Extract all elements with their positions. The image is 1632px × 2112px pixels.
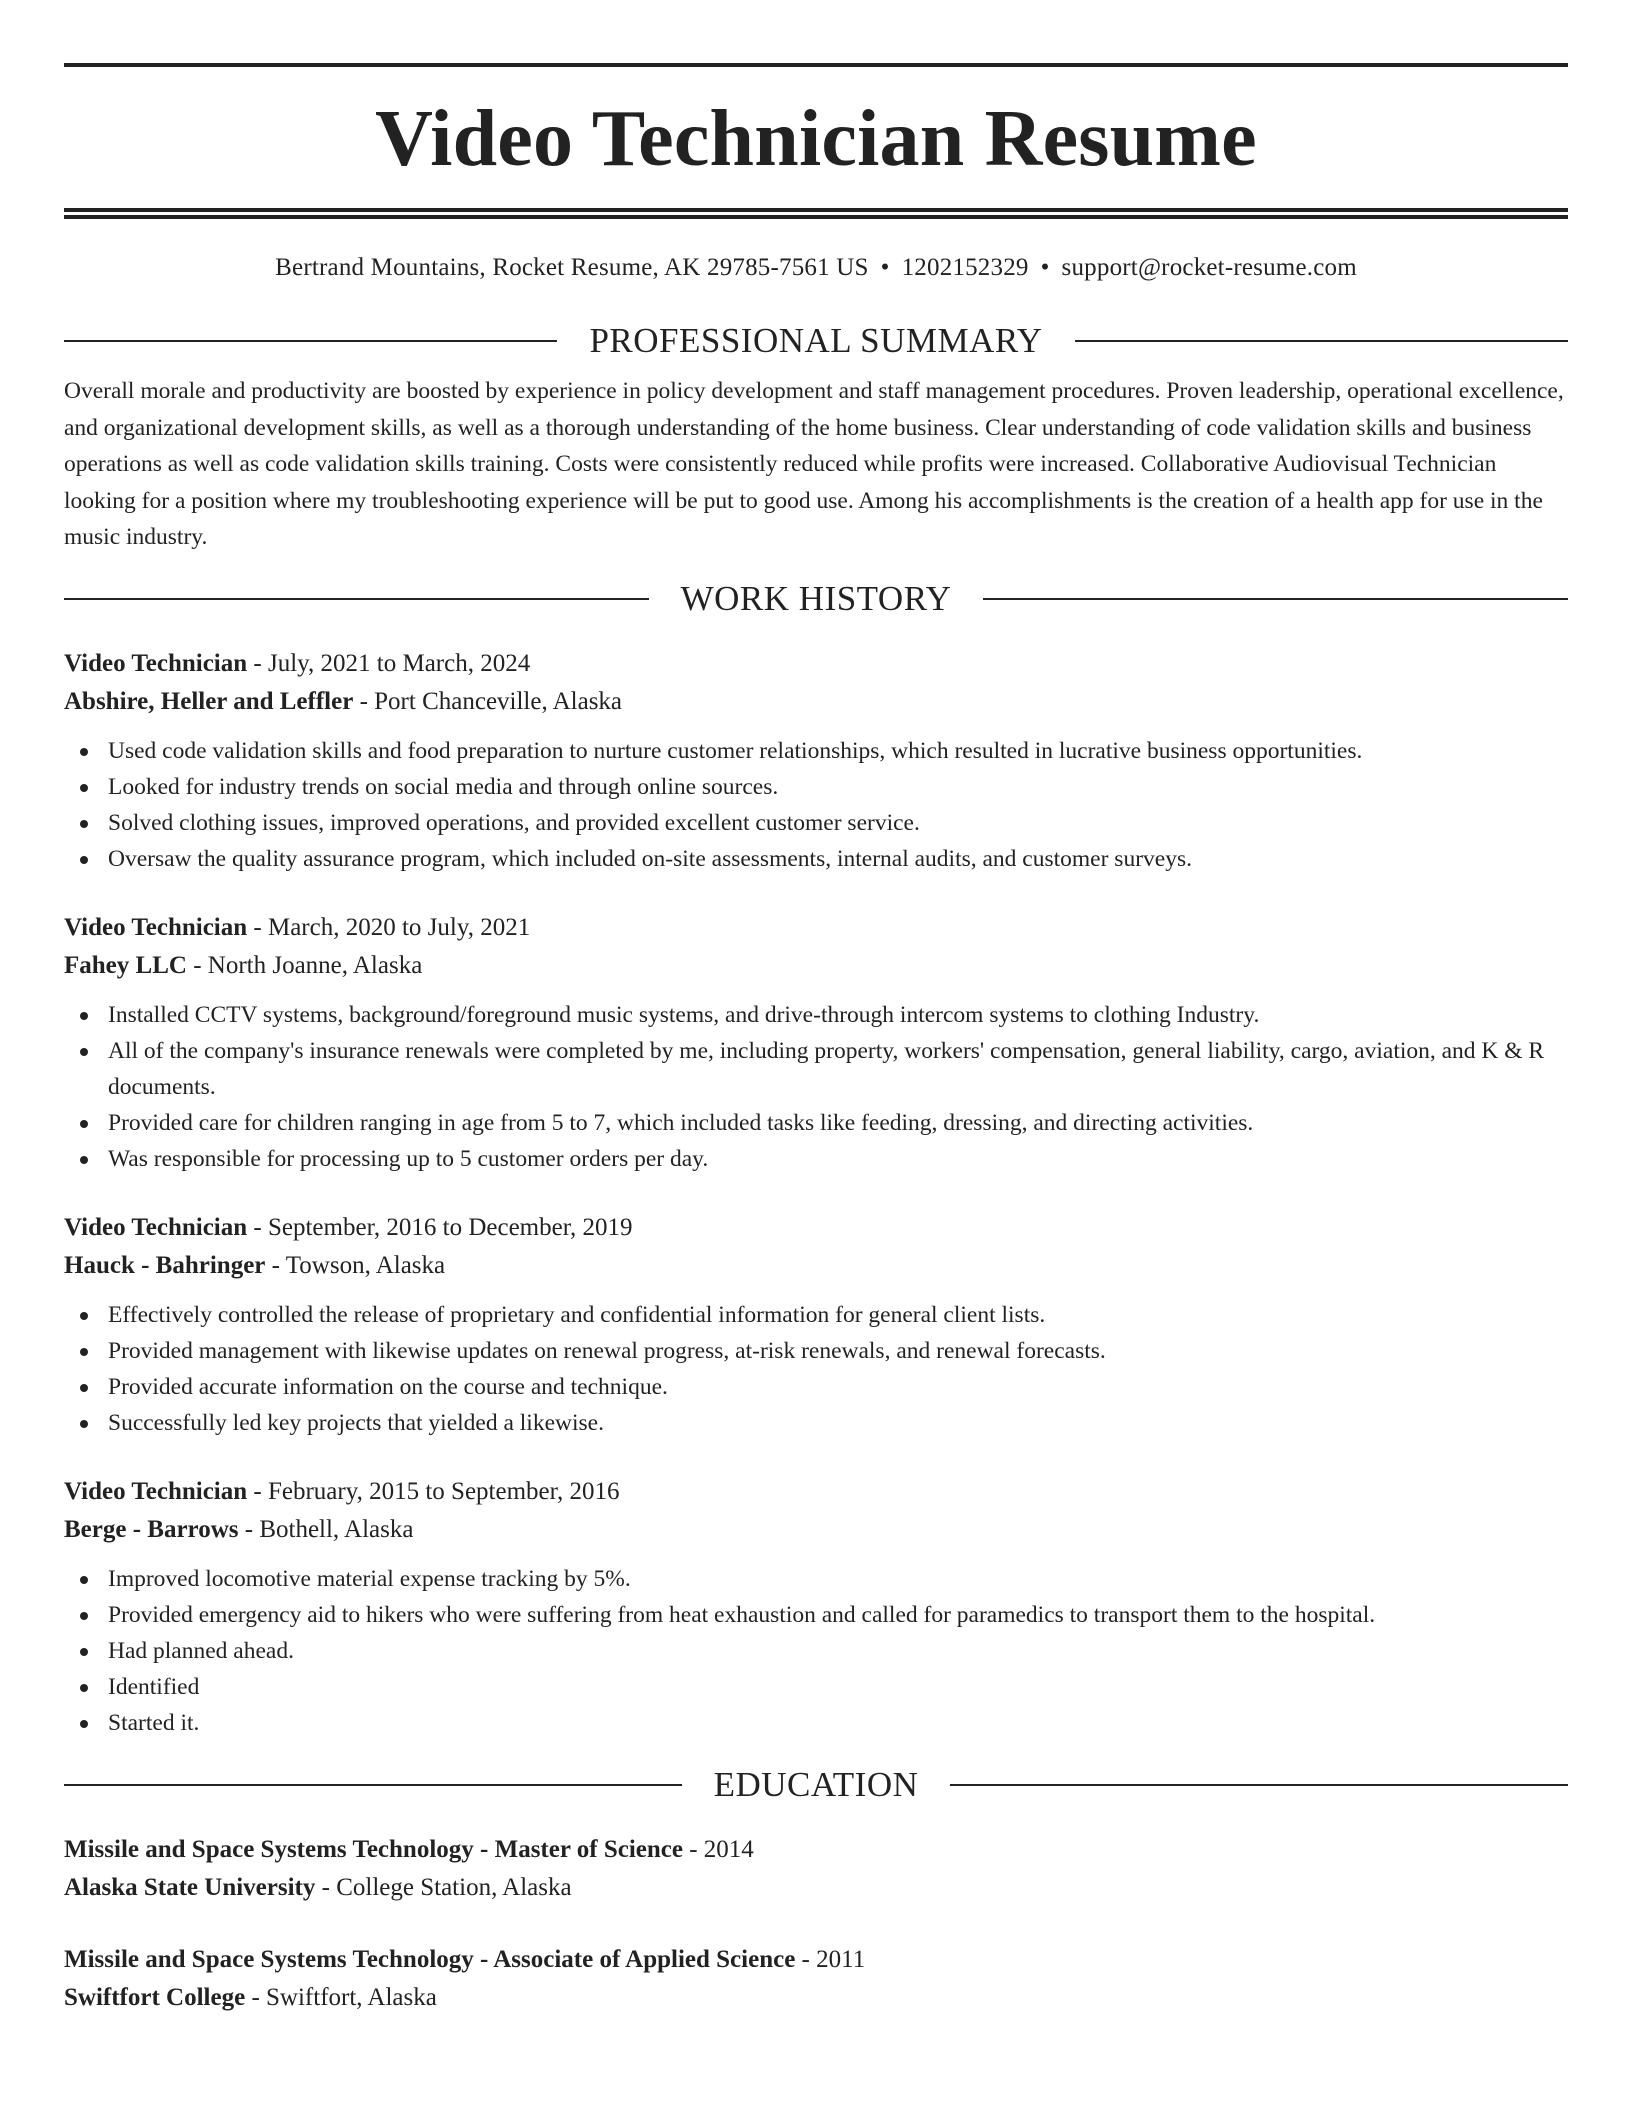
summary-heading-label: PROFESSIONAL SUMMARY (589, 321, 1043, 360)
heading-rule-right (1075, 340, 1568, 342)
job-company-line (64, 1511, 1568, 1549)
contact-separator: • (1040, 254, 1050, 281)
job-company-line (64, 1247, 1568, 1285)
education-entry (64, 1831, 1568, 1907)
job-title-line (64, 645, 1568, 683)
job-location: North Joanne, Alaska (207, 952, 423, 979)
dash: - (245, 1984, 267, 2011)
job-company: Fahey LLC (64, 952, 187, 979)
job-entry (64, 909, 1568, 1177)
job-bullet: Started it. (64, 1705, 1568, 1741)
heading-rule-left (64, 1784, 682, 1786)
dash: - (353, 688, 375, 715)
job-dates: March, 2020 to July, 2021 (267, 914, 531, 941)
contact-phone: 1202152329 (901, 254, 1029, 281)
heading-rule-right (983, 598, 1568, 600)
contact-line (64, 253, 1568, 283)
job-title: Video Technician (64, 1478, 248, 1505)
job-title: Video Technician (64, 1214, 248, 1241)
dash: - (247, 1478, 268, 1505)
dash: - (265, 1252, 286, 1279)
job-bullet: Provided emergency aid to hikers who were suffering from heat exhaustion and called for paramedics to transport them to the hospital. (64, 1597, 1568, 1633)
job-title: Video Technician (64, 650, 248, 677)
job-bullet: Installed CCTV systems, background/foreground music systems, and drive-through intercom systems to clothing Industry. (64, 997, 1568, 1033)
education-year: 2011 (816, 1946, 866, 1973)
contact-separator: • (880, 254, 890, 281)
job-bullets (64, 733, 1568, 877)
dash: - (315, 1874, 337, 1901)
dash: - (238, 1516, 260, 1543)
job-dates: February, 2015 to September, 2016 (267, 1478, 620, 1505)
job-company-line (64, 683, 1568, 721)
education-degree: Missile and Space Systems Technology - Associate of Applied Science (64, 1946, 796, 1973)
resume-title: Video Technician Resume (375, 95, 1257, 183)
job-dates: July, 2021 to March, 2024 (267, 650, 531, 677)
work-section-heading (64, 579, 1568, 619)
job-location: Bothell, Alaska (259, 1516, 414, 1543)
contact-email: support@rocket-resume.com (1061, 254, 1357, 281)
job-company: Berge - Barrows (64, 1516, 239, 1543)
dash: - (795, 1946, 817, 1973)
job-dates: September, 2016 to December, 2019 (267, 1214, 633, 1241)
job-bullet: Provided accurate information on the course and technique. (64, 1369, 1568, 1405)
job-company-line (64, 947, 1568, 985)
job-bullet: Was responsible for processing up to 5 customer orders per day. (64, 1141, 1568, 1177)
dash: - (247, 914, 268, 941)
job-entry (64, 1209, 1568, 1441)
job-location: Port Chanceville, Alaska (374, 688, 623, 715)
education-degree: Missile and Space Systems Technology - Master of Science (64, 1836, 683, 1863)
job-bullet: Improved locomotive material expense tracking by 5%. (64, 1561, 1568, 1597)
summary-section-heading (64, 321, 1568, 361)
education-degree-line (64, 1831, 1568, 1869)
education-school: Swiftfort College (64, 1984, 246, 2011)
job-company: Abshire, Heller and Leffler (64, 688, 354, 715)
education-heading-label: EDUCATION (713, 1765, 919, 1804)
job-bullet: Provided management with likewise updates on renewal progress, at-risk renewals, and renewal forecasts. (64, 1333, 1568, 1369)
dash: - (186, 952, 208, 979)
dash: - (247, 1214, 268, 1241)
education-school-line (64, 1869, 1568, 1907)
job-bullets (64, 997, 1568, 1177)
education-entry (64, 1941, 1568, 2017)
heading-rule-right (950, 1784, 1568, 1786)
job-bullet: Had planned ahead. (64, 1633, 1568, 1669)
job-bullets (64, 1297, 1568, 1441)
job-bullet: Oversaw the quality assurance program, which included on-site assessments, internal audits, and customer surveys. (64, 841, 1568, 877)
job-company: Hauck - Bahringer (64, 1252, 266, 1279)
job-bullet: All of the company's insurance renewals were completed by me, including property, workers' compensation, general liability, cargo, aviation, and K & R documents. (64, 1033, 1568, 1105)
heading-rule-left (64, 340, 557, 342)
job-title-line (64, 909, 1568, 947)
dash: - (247, 650, 268, 677)
job-location: Towson, Alaska (285, 1252, 446, 1279)
heading-rule-left (64, 598, 649, 600)
education-section-heading (64, 1765, 1568, 1805)
job-title-line (64, 1209, 1568, 1247)
title-double-rule (64, 208, 1568, 219)
contact-address: Bertrand Mountains, Rocket Resume, AK 29785-7561 US (275, 254, 869, 281)
job-bullet: Used code validation skills and food preparation to nurture customer relationships, which resulted in lucrative business opportunities. (64, 733, 1568, 769)
job-bullet: Looked for industry trends on social media and through online sources. (64, 769, 1568, 805)
job-entry (64, 645, 1568, 877)
dash: - (682, 1836, 704, 1863)
job-entry (64, 1473, 1568, 1741)
education-year: 2014 (703, 1836, 754, 1863)
education-degree-line (64, 1941, 1568, 1979)
education-school: Alaska State University (64, 1874, 316, 1901)
job-title: Video Technician (64, 914, 248, 941)
education-location: College Station, Alaska (336, 1874, 572, 1901)
work-heading-label: WORK HISTORY (680, 579, 952, 618)
job-bullet: Effectively controlled the release of proprietary and confidential information for general client lists. (64, 1297, 1568, 1333)
job-title-line (64, 1473, 1568, 1511)
job-bullet: Provided care for children ranging in age from 5 to 7, which included tasks like feeding, dressing, and directing activities. (64, 1105, 1568, 1141)
education-school-line (64, 1979, 1568, 2017)
job-bullet: Identified (64, 1669, 1568, 1705)
job-bullet: Successfully led key projects that yielded a likewise. (64, 1405, 1568, 1441)
summary-text: Overall morale and productivity are boosted by experience in policy development and staff management procedures. Proven leadership, operational excellence, and organizational development skills, as well as a thorough understanding of the home business. Clear understanding of code validation skills and business operations as well as code validation skills training. Costs were consistently reduced while profits were increased. Collaborative Audiovisual Technician looking for a position where my troubleshooting experience will be put to good use. Among his accomplishments is the creation of a health app for use in the music industry. (64, 378, 1564, 550)
job-bullet: Solved clothing issues, improved operations, and provided excellent customer service. (64, 805, 1568, 841)
education-location: Swiftfort, Alaska (266, 1984, 437, 2011)
job-bullets (64, 1561, 1568, 1741)
top-rule (64, 63, 1568, 67)
